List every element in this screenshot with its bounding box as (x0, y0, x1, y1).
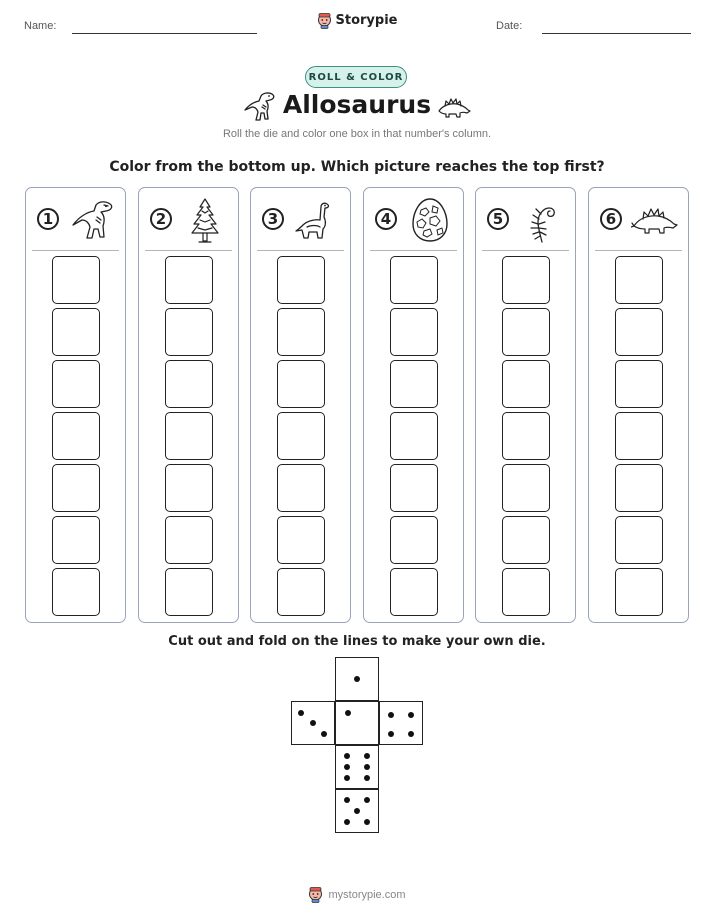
die-pip (344, 775, 350, 781)
die-pip (344, 797, 350, 803)
name-line[interactable] (72, 33, 257, 34)
color-box[interactable] (502, 412, 550, 460)
die-pip (321, 731, 327, 737)
color-box[interactable] (502, 256, 550, 304)
color-box[interactable] (52, 516, 100, 564)
color-box[interactable] (615, 464, 663, 512)
footer (0, 886, 714, 907)
color-box[interactable] (390, 464, 438, 512)
color-box[interactable] (277, 308, 325, 356)
column-divider (257, 250, 344, 251)
die-pip (354, 808, 360, 814)
color-box[interactable] (615, 568, 663, 616)
roll-color-badge: ROLL & COLOR (305, 66, 407, 88)
color-box[interactable] (277, 412, 325, 460)
die-pip (344, 753, 350, 759)
color-box[interactable] (390, 568, 438, 616)
die-face-three (291, 701, 335, 745)
die-pip (408, 731, 414, 737)
column-4 (363, 187, 464, 623)
brand-name: Storypie (335, 13, 398, 28)
color-box[interactable] (502, 568, 550, 616)
color-box[interactable] (502, 516, 550, 564)
color-box[interactable] (52, 464, 100, 512)
stegosaurus-icon (631, 196, 679, 244)
color-box[interactable] (390, 308, 438, 356)
color-box[interactable] (165, 256, 213, 304)
die-face-one (335, 657, 379, 701)
column-3 (250, 187, 351, 623)
color-box[interactable] (390, 256, 438, 304)
color-box[interactable] (502, 308, 550, 356)
die-pip (364, 764, 370, 770)
die-pip (364, 797, 370, 803)
brand-logo (0, 12, 714, 33)
color-box[interactable] (165, 568, 213, 616)
column-number: 6 (600, 208, 622, 230)
die-face-five (335, 789, 379, 833)
die-pip (354, 676, 360, 682)
color-box[interactable] (615, 412, 663, 460)
color-box[interactable] (502, 360, 550, 408)
color-box[interactable] (277, 568, 325, 616)
fern-icon (518, 196, 566, 244)
die-pip (364, 753, 370, 759)
die-pip (310, 720, 316, 726)
color-box[interactable] (390, 412, 438, 460)
die-face-one-center (335, 701, 379, 745)
long-neck-dinosaur-icon (293, 196, 341, 244)
color-box[interactable] (277, 360, 325, 408)
die-pip (388, 712, 394, 718)
column-divider (32, 250, 119, 251)
color-box[interactable] (390, 516, 438, 564)
color-box[interactable] (52, 256, 100, 304)
column-divider (595, 250, 682, 251)
die-pip (364, 775, 370, 781)
allosaurus-icon (68, 196, 116, 244)
storypie-mascot-icon (317, 12, 332, 29)
die-face-four (379, 701, 423, 745)
stegosaurus-right-icon (437, 95, 471, 119)
die-pip (364, 819, 370, 825)
die-pip (408, 712, 414, 718)
color-box[interactable] (277, 516, 325, 564)
color-box[interactable] (615, 308, 663, 356)
die-pip (345, 710, 351, 716)
column-2 (138, 187, 239, 623)
color-box[interactable] (165, 360, 213, 408)
color-box[interactable] (165, 464, 213, 512)
page-title: Allosaurus (282, 90, 432, 119)
color-box[interactable] (52, 360, 100, 408)
die-instruction: Cut out and fold on the lines to make your own die. (168, 634, 546, 649)
storypie-mascot-icon (308, 886, 323, 903)
column-6 (588, 187, 689, 623)
date-line[interactable] (542, 33, 691, 34)
color-box[interactable] (165, 516, 213, 564)
die-pip (344, 819, 350, 825)
color-box[interactable] (165, 308, 213, 356)
column-number: 4 (375, 208, 397, 230)
color-box[interactable] (165, 412, 213, 460)
column-number: 3 (262, 208, 284, 230)
color-box[interactable] (52, 568, 100, 616)
date-label: Date: (496, 20, 523, 32)
die-face-six (335, 745, 379, 789)
color-box[interactable] (615, 360, 663, 408)
name-label: Name: (24, 20, 57, 32)
column-1 (25, 187, 126, 623)
column-divider (370, 250, 457, 251)
footer-url[interactable]: mystorypie.com (328, 888, 406, 901)
column-divider (145, 250, 232, 251)
color-box[interactable] (52, 308, 100, 356)
column-5 (475, 187, 576, 623)
color-box[interactable] (502, 464, 550, 512)
color-instruction: Color from the bottom up. Which picture reaches the top first? (109, 159, 605, 175)
die-pip (298, 710, 304, 716)
die-pip (344, 764, 350, 770)
column-number: 5 (487, 208, 509, 230)
column-number: 1 (37, 208, 59, 230)
pine-tree-icon (181, 196, 229, 244)
color-box[interactable] (390, 360, 438, 408)
color-box[interactable] (277, 256, 325, 304)
color-box[interactable] (277, 464, 325, 512)
color-box[interactable] (52, 412, 100, 460)
die-pip (388, 731, 394, 737)
dinosaur-egg-icon (406, 196, 454, 244)
column-number: 2 (150, 208, 172, 230)
column-divider (482, 250, 569, 251)
color-box[interactable] (615, 516, 663, 564)
page-subtitle: Roll the die and color one box in that number's column. (222, 128, 492, 140)
color-box[interactable] (615, 256, 663, 304)
